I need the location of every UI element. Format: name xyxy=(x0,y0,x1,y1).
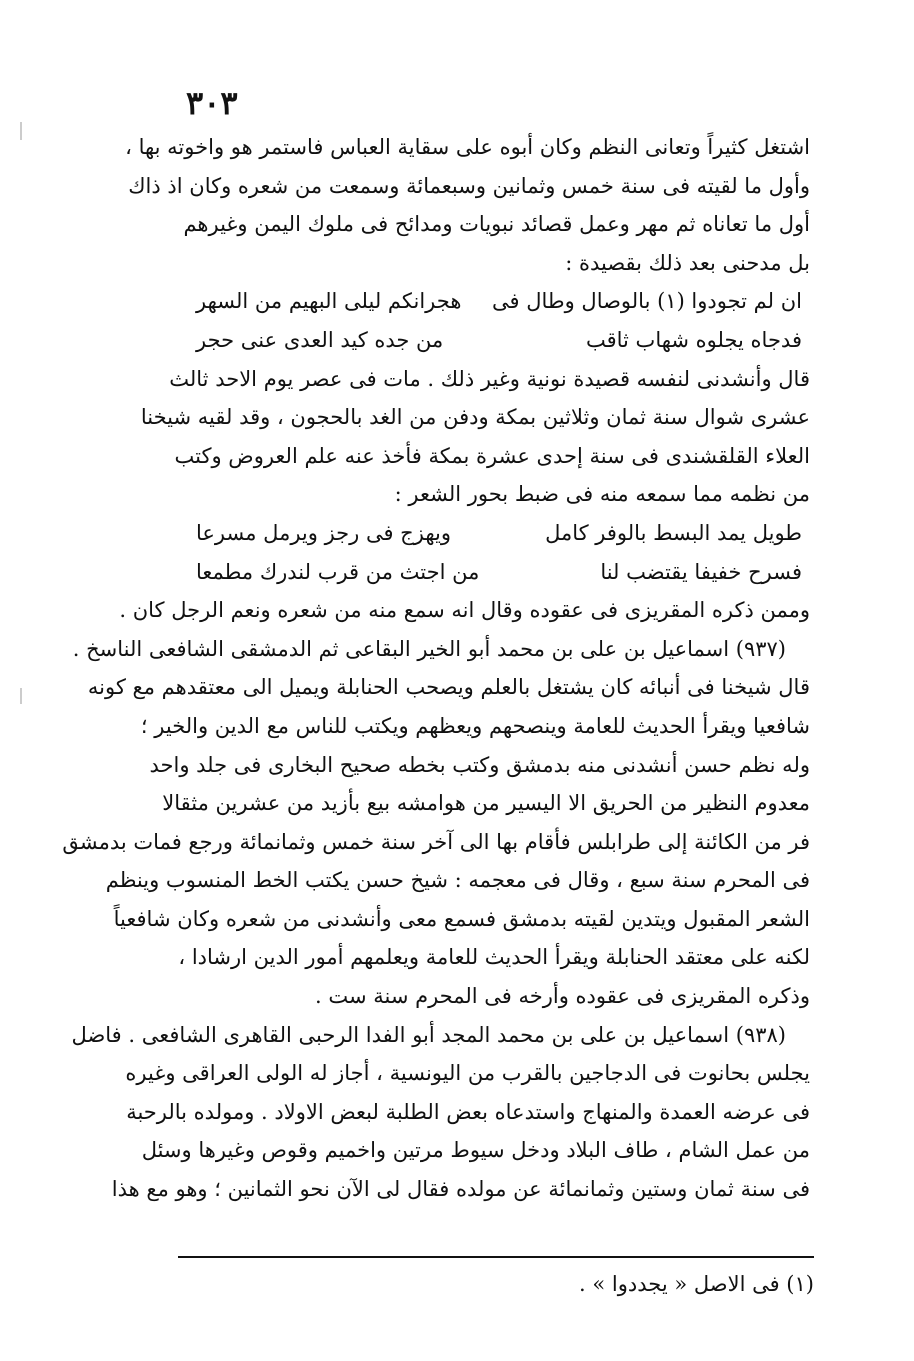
text-line: عشرى شوال سنة ثمان وثلاثين بمكة ودفن من الغد بالحجون ، وقد لقيه شيخنا xyxy=(140,405,810,430)
text-line: فى سنة ثمان وستين وثمانمائة عن مولده فقال لى الآن نحو الثمانين ؛ وهو مع هذا xyxy=(111,1177,810,1202)
text-line: أول ما تعاناه ثم مهر وعمل قصائد نبويات ومدائح فى ملوك اليمن وغيرهم xyxy=(183,212,810,237)
verse-line xyxy=(170,321,810,360)
text-line: معدوم النظير من الحريق الا اليسير من هوامشه بيع بأزيد من عشرين مثقالا xyxy=(162,791,810,816)
verse-first-hemistich: فسرح خفيفا يقتضب لنا xyxy=(600,559,802,584)
entry-heading-938: (٩٣٨) اسماعيل بن على بن محمد المجد أبو الفدا الرحبى القاهرى الشافعى . فاضل xyxy=(71,1022,786,1047)
verse-second-hemistich: هجرانكم ليلى البهيم من السهر xyxy=(196,289,462,314)
text-line: لكنه على معتقد الحنابلة ويقرأ الحديث للعامة ويعلمهم أمور الدين ارشادا ، xyxy=(178,945,810,970)
page-body xyxy=(62,128,810,1209)
verse-line xyxy=(170,514,810,553)
text-line: بل مدحنى بعد ذلك بقصيدة : xyxy=(565,250,810,275)
margin-mark xyxy=(20,688,22,704)
verse-second-hemistich: من جده كيد العدى عنى حجر xyxy=(196,327,444,352)
text-line: فر من الكائنة إلى طرابلس فأقام بها الى آخر سنة خمس وثمانمائة ورجع فمات بدمشق xyxy=(62,829,810,854)
text-line: الشعر المقبول ويتدين لقيته بدمشق فسمع معى وأنشدنى من شعره وكان شافعياً xyxy=(113,906,810,931)
verse-second-hemistich: ويهزج فى رجز ويرمل مسرعا xyxy=(196,520,451,545)
margin-mark xyxy=(20,122,22,140)
text-line: قال وأنشدنى لنفسه قصيدة نونية وغير ذلك . مات فى عصر يوم الاحد ثالث xyxy=(169,366,810,391)
text-line: من عمل الشام ، طاف البلاد ودخل سيوط مرتين واخميم وقوص وغيرها وسئل xyxy=(141,1138,810,1163)
verse-first-hemistich: طويل يمد البسط بالوفر كامل xyxy=(545,520,802,545)
text-line: وله نظم حسن أنشدنى منه بدمشق وكتب بخطه صحيح البخارى فى جلد واحد xyxy=(149,752,810,777)
text-line: وأول ما لقيته فى سنة خمس وثمانين وسبعمائة وسمعت من شعره وكان اذ ذاك xyxy=(128,173,810,198)
text-line: فى عرضه العمدة والمنهاج واستدعاه بعض الطلبة لبعض الاولاد . ومولده بالرحبة xyxy=(126,1099,810,1124)
text-line: قال شيخنا فى أنبائه كان يشتغل بالعلم ويصحب الحنابلة ويميل الى معتقدهم مع كونه xyxy=(87,675,810,700)
text-line: شافعيا ويقرأ الحديث للعامة وينصحهم ويعظهم ويكتب للناس مع الدين والخير ؛ xyxy=(140,713,810,738)
verse-first-hemistich: ان لم تجودوا (١) بالوصال وطال فى xyxy=(492,289,802,314)
entry-heading-937: (٩٣٧) اسماعيل بن على بن محمد أبو الخير البقاعى ثم الدمشقى الشافعى الناسخ . xyxy=(72,636,786,661)
text-line: وذكره المقريزى فى عقوده وأرخه فى المحرم سنة ست . xyxy=(314,984,810,1009)
text-line: من نظمه مما سمعه منه فى ضبط بحور الشعر : xyxy=(394,482,810,507)
verse-line xyxy=(170,553,810,592)
page-number: ٣٠٣ xyxy=(186,84,238,122)
text-line: العلاء القلقشندى فى سنة إحدى عشرة بمكة فأخذ عنه علم العروض وكتب xyxy=(174,443,810,468)
text-line: فى المحرم سنة سبع ، وقال فى معجمه : شيخ حسن يكتب الخط المنسوب وينظم xyxy=(105,868,810,893)
footnote-divider xyxy=(178,1256,814,1258)
text-line: وممن ذكره المقريزى فى عقوده وقال انه سمع منه من شعره ونعم الرجل كان . xyxy=(119,598,810,623)
footnote: (١) فى الاصل « يجددوا » . xyxy=(579,1272,814,1296)
text-line: يجلس بحانوت فى الدجاجين بالقرب من اليونسية ، أجاز له الولى العراقى وغيره xyxy=(125,1061,810,1086)
verse-first-hemistich: فدجاه يجلوه شهاب ثاقب xyxy=(585,327,802,352)
verse-second-hemistich: من اجتث من قرب لندرك مطمعا xyxy=(196,559,480,584)
text-line: اشتغل كثيراً وتعانى النظم وكان أبوه على سقاية العباس فاستمر هو واخوته بها ، xyxy=(125,135,810,159)
verse-line xyxy=(170,282,810,321)
